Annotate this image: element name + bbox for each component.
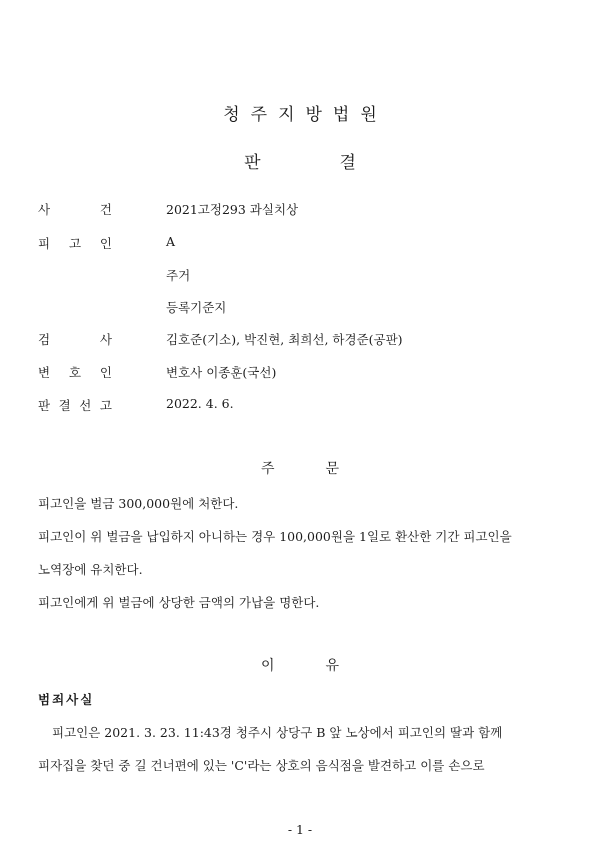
order-title-char-2: 문 bbox=[325, 461, 339, 477]
order-title bbox=[0, 458, 600, 478]
order-title-char-1: 주 bbox=[261, 461, 275, 477]
reason-title bbox=[0, 655, 600, 675]
meta-label-sentencing-char-3: 선 bbox=[79, 398, 92, 413]
meta-label-defendant-char-3: 인 bbox=[99, 236, 112, 251]
meta-value-prosecutor: 김호준(기소), 박진현, 최희선, 하경준(공판) bbox=[166, 332, 403, 347]
meta-value-sentencing: 2022. 4. 6. bbox=[166, 396, 234, 411]
order-line-4: 피고인에게 위 벌금에 상당한 금액의 가납을 명한다. bbox=[38, 595, 320, 610]
meta-label-defendant bbox=[38, 234, 112, 252]
meta-label-prosecutor-char-2: 사 bbox=[99, 332, 112, 347]
meta-label-counsel-char-2: 호 bbox=[68, 365, 82, 380]
meta-value-case: 2021고정293 과실치상 bbox=[166, 202, 299, 217]
document-type-char-1: 판 bbox=[244, 153, 261, 173]
meta-label-sentencing-char-4: 고 bbox=[99, 398, 112, 413]
meta-label-counsel bbox=[38, 363, 112, 381]
meta-value-counsel: 변호사 이종훈(국선) bbox=[166, 365, 277, 380]
meta-label-counsel-char-3: 인 bbox=[99, 365, 112, 380]
crime-facts-heading: 범죄사실 bbox=[38, 692, 95, 707]
meta-label-prosecutor bbox=[38, 330, 112, 348]
reason-title-char-2: 유 bbox=[325, 658, 339, 674]
meta-label-sentencing-char-1: 판 bbox=[38, 398, 51, 413]
page-number: - 1 - bbox=[287, 822, 313, 837]
order-line-3: 노역장에 유치한다. bbox=[38, 562, 143, 577]
order-line-1: 피고인을 벌금 300,000원에 처한다. bbox=[38, 496, 239, 511]
meta-label-counsel-char-1: 변 bbox=[38, 365, 51, 380]
meta-label-case-char-1: 사 bbox=[38, 202, 51, 217]
order-line-2: 피고인이 위 벌금을 납입하지 아니하는 경우 100,000원을 1일로 환산한 기간 피고인을 bbox=[38, 529, 512, 544]
meta-value-registration: 등록기준지 bbox=[166, 300, 227, 315]
meta-label-defendant-char-2: 고 bbox=[68, 236, 82, 251]
meta-label-sentencing-char-2: 결 bbox=[58, 398, 71, 413]
meta-label-defendant-char-1: 피 bbox=[38, 236, 51, 251]
meta-label-case bbox=[38, 200, 112, 218]
reason-title-char-1: 이 bbox=[261, 658, 275, 674]
crime-facts-line-1: 피고인은 2021. 3. 23. 11:43경 청주시 상당구 B 앞 노상에서 피고인의 딸과 함께 bbox=[52, 725, 503, 740]
meta-label-prosecutor-char-1: 검 bbox=[38, 332, 51, 347]
meta-value-defendant: A bbox=[166, 234, 176, 249]
document-type bbox=[0, 148, 600, 173]
meta-value-residence: 주거 bbox=[166, 268, 191, 283]
court-name: 청주지방법원 bbox=[223, 105, 388, 125]
crime-facts-line-2: 피자집을 찾던 중 길 건너편에 있는 'C'라는 상호의 음식점을 발견하고 이를 손으로 bbox=[38, 758, 485, 773]
document-type-char-2: 결 bbox=[339, 153, 356, 173]
meta-label-case-char-2: 건 bbox=[99, 202, 112, 217]
meta-label-sentencing bbox=[38, 396, 112, 414]
